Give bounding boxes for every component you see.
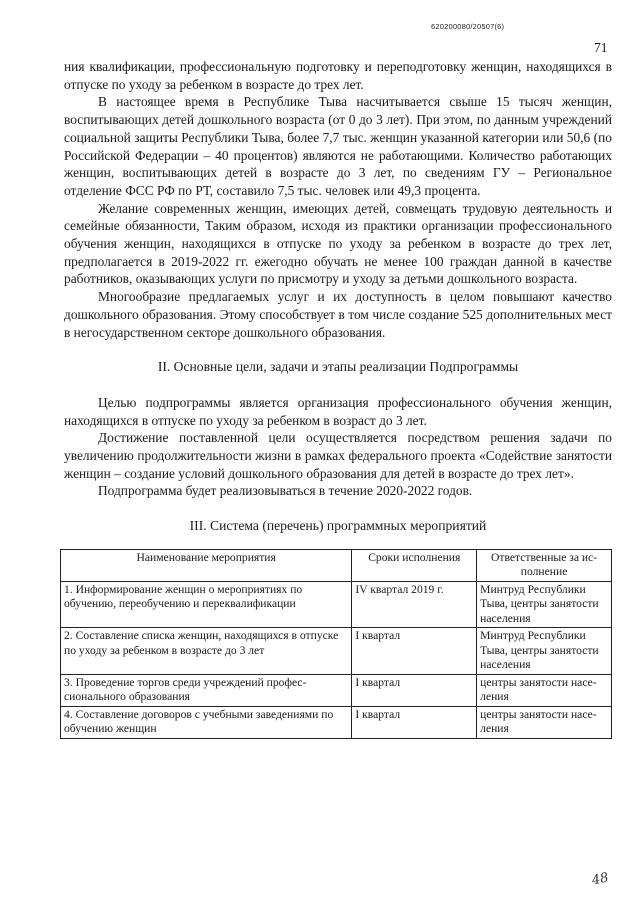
- cell-activity: 2. Составление списка женщин, находящихся в отпуске по уходу за ребенком в возрасте до 3 лет: [61, 628, 352, 675]
- activities-table: [60, 549, 612, 739]
- table-header-row: [61, 549, 612, 581]
- table-row: [61, 674, 612, 706]
- cell-responsible: Минтруд Республики Тыва, центры занятости населения: [477, 581, 612, 628]
- paragraph-services: Многообразие предлагаемых услуг и их доступность в целом повышают качество дошкольного образования. Этому способствует в том числе создание 525 дополнительных мест в негосударственном секторе дошкольного образования.: [64, 289, 612, 340]
- section-heading-goals: II. Основные цели, задачи и этапы реализации Подпрограммы: [157, 359, 519, 375]
- page-number: 71: [594, 40, 608, 55]
- table-row: [61, 628, 612, 675]
- cell-deadline: I квартал: [352, 628, 477, 675]
- cell-responsible: центры занятости населения: [477, 674, 612, 706]
- section-heading-activities: III. Система (перечень) программных мероприятий: [189, 518, 487, 534]
- paragraph-continuation: ния квалификации, профессиональную подготовку и переподготовку женщин, находящихся в отпуске по уходу за ребенком в возрасте до трех лет.: [64, 59, 612, 92]
- cell-deadline: I квартал: [352, 706, 477, 738]
- cell-activity: 3. Проведение торгов среди учреждений профессионального образования: [61, 674, 352, 706]
- document-body: [64, 58, 612, 739]
- paragraph-achievement: Достижение поставленной цели осуществляется посредством решения задачи по увеличению продолжительности жизни в рамках федерального проекта «Содействие занятости женщин – создание условий дошкольного образования для детей в возрасте до трех лет».: [64, 430, 612, 481]
- cell-activity: 1. Информирование женщин о мероприятиях по обучению, переобучению и переквалификации: [61, 581, 352, 628]
- header-activity: Наименование мероприятия: [61, 549, 352, 581]
- table-row: [61, 581, 612, 628]
- document-code: 620200080/20507(6): [431, 22, 505, 31]
- paragraph-goal: Целью подпрограммы является организация профессионального обучения женщин, находящихся в отпуске по уходу за ребенком в возраст до 3 лет.: [64, 394, 612, 428]
- cell-responsible: центры занятости населения: [477, 706, 612, 738]
- paragraph-statistics: В настоящее время в Республике Тыва насчитывается свыше 15 тысяч женщин, воспитывающих детей дошкольного возраста (от 0 до 3 лет). При этом, по данным учреждений социальной защиты Республики Тыва, более 7,7 тыс. женщин указанной категории или 50,6 (по Российской Федерации – 40 процентов) являются не работающими. Количество работающих женщин, воспитывающих детей в возрасте до 3 лет, по сведениям ГУ – Региональное отделение ФСС РФ по РТ, составило 7,5 тыс. человек или 49,3 процента.: [64, 94, 612, 198]
- header-deadline: Сроки исполнения: [352, 549, 477, 581]
- cell-activity: 4. Составление договоров с учебными заведениями по обучению женщин: [61, 706, 352, 738]
- cell-deadline: IV квартал 2019 г.: [352, 581, 477, 628]
- paragraph-training-plan: Желание современных женщин, имеющих детей, совмещать трудовую деятельность и семейные обязанности, Таким образом, исходя из практики организации профессионального обучения женщин, находящихся в отпуске по уходу за ребенком в возрасте до трех лет, предполагается в 2019-2022 гг. ежегодно обучать не менее 100 граждан данной в качестве работников, оказывающих услуги по присмотру и уходу за детьми дошкольного возраста.: [64, 200, 612, 287]
- paragraph-period: Подпрограмма будет реализовываться в течение 2020-2022 годов.: [98, 483, 473, 499]
- handwritten-page-mark: 48: [590, 870, 610, 889]
- table-row: [61, 706, 612, 738]
- cell-deadline: I квартал: [352, 674, 477, 706]
- header-responsible: Ответственные за исполнение: [477, 549, 612, 581]
- cell-responsible: Минтруд Республики Тыва, центры занятости населения: [477, 628, 612, 675]
